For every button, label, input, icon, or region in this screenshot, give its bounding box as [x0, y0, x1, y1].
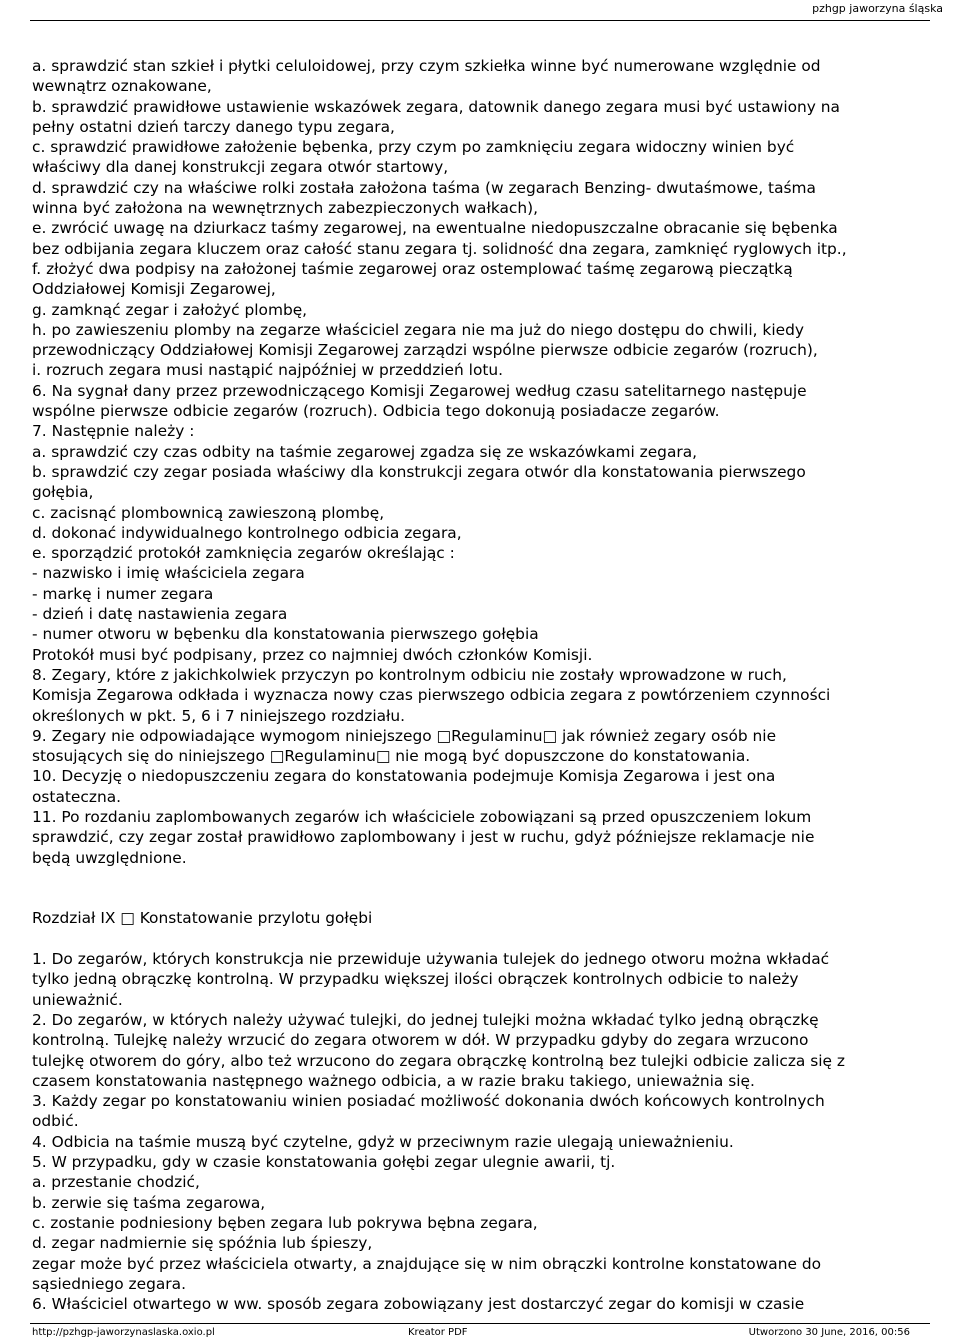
text-line: tulejkę otworem do góry, albo też wrzucono do zegara obrączkę kontrolną bez tulejki odbicie zalicza się z: [32, 1051, 845, 1070]
text-line: 4. Odbicia na taśmie muszą być czytelne, gdyż w przeciwnym razie ulegają unieważnieniu.: [32, 1132, 734, 1151]
text-line: 11. Po rozdaniu zaplombowanych zegarów ich właściciele zobowiązani są przed opuszczeniem lokum: [32, 807, 812, 826]
text-line: ostateczna.: [32, 787, 122, 806]
text-line: d. zegar nadmiernie się spóźnia lub śpieszy,: [32, 1234, 373, 1253]
text-line: i. rozruch zegara musi nastąpić najpóźniej w przeddzień lotu.: [32, 361, 504, 380]
footer-generator: Kreator PDF: [408, 1327, 468, 1338]
text-line: Oddziałowej Komisji Zegarowej,: [32, 280, 276, 299]
text-line: zegar może być przez właściciela otwarty, a znajdujące się w nim obrączki kontrolne konstatowane do: [32, 1254, 822, 1273]
blank-line: [32, 868, 938, 888]
text-line: winna być założona na wewnętrznych zabezpieczonych wałkach),: [32, 199, 539, 218]
text-line: będą uwzględnione.: [32, 848, 187, 867]
text-line: a. sprawdzić czy czas odbity na taśmie zegarowej zgadza się ze wskazówkami zegara,: [32, 442, 698, 461]
page-footer: [32, 1326, 910, 1339]
text-line: e. zwrócić uwagę na dziurkacz taśmy zegarowej, na ewentualne niedopuszczalne obracanie się bębenka: [32, 219, 838, 238]
text-line: c. sprawdzić prawidłowe założenie bębenka, przy czym po zamknięciu zegara widoczny winien być: [32, 138, 795, 157]
text-line: a. przestanie chodzić,: [32, 1173, 200, 1192]
text-line: - nazwisko i imię właściciela zegara: [32, 564, 305, 583]
text-line: właściwy dla danej konstrukcji zegara otwór startowy,: [32, 158, 449, 177]
text-line: d. dokonać indywidualnego kontrolnego odbicia zegara,: [32, 523, 462, 542]
text-line: Rozdział IX □ Konstatowanie przylotu gołębi: [32, 909, 373, 928]
text-line: Komisja Zegarowa odkłada i wyznacza nowy czas pierwszego odbicia zegara z powtórzeniem czynności: [32, 686, 831, 705]
text-line: a. sprawdzić stan szkieł i płytki celuloidowej, przy czym szkiełka winne być numerowane względnie od: [32, 57, 821, 75]
blank-line: [32, 929, 938, 949]
header-divider: [30, 20, 930, 21]
text-line: c. zacisnąć plombownicą zawieszoną plombę,: [32, 503, 385, 522]
footer-created-date: Utworzono 30 June, 2016, 00:56: [748, 1327, 910, 1338]
text-line: d. sprawdzić czy na właściwe rolki została założona taśma (w zegarach Benzing- dwutaśmowe, taśma: [32, 178, 816, 197]
page-header: pzhgp jaworzyna śląska: [812, 2, 943, 15]
text-line: sprawdzić, czy zegar został prawidłowo zaplombowany i jest w ruchu, gdyż późniejsze reklamacje nie: [32, 828, 815, 847]
text-line: 6. Na sygnał dany przez przewodniczącego Komisji Zegarowej według czasu satelitarnego następuje: [32, 381, 807, 400]
text-line: 5. W przypadku, gdy w czasie konstatowania gołębi zegar ulegnie awarii, tj.: [32, 1153, 616, 1172]
blank-line: [32, 888, 938, 908]
text-line: f. złożyć dwa podpisy na założonej taśmie zegarowej oraz ostemplować taśmę zegarową pieczątką: [32, 259, 793, 278]
text-line: wspólne pierwsze odbicie zegarów (rozruch). Odbicia tego dokonują posiadacze zegarów.: [32, 402, 720, 421]
text-line: wewnątrz oznakowane,: [32, 77, 212, 96]
footer-divider: [30, 1323, 930, 1324]
text-line: kontrolną. Tulejkę należy wrzucić do zegara otworem w dół. W przypadku gdyby do zegara wrzucono: [32, 1031, 809, 1050]
text-line: przewodniczący Oddziałowej Komisji Zegarowej zarządzi wspólne pierwsze odbicie zegarów (rozruch),: [32, 341, 818, 360]
text-line: - dzień i datę nastawienia zegara: [32, 605, 288, 624]
text-line: czasem konstatowania następnego ważnego odbicia, a w razie braku takiego, unieważnia się.: [32, 1071, 755, 1090]
text-line: stosujących się do niniejszego □Regulaminu□ nie mogą być dopuszczone do konstatowania.: [32, 747, 751, 766]
text-line: sąsiedniego zegara.: [32, 1274, 186, 1293]
text-line: - numer otworu w bębenku dla konstatowania pierwszego gołębia: [32, 625, 539, 644]
text-line: Protokół musi być podpisany, przez co najmniej dwóch członków Komisji.: [32, 645, 593, 664]
text-line: 8. Zegary, które z jakichkolwiek przyczyn po kontrolnym odbiciu nie zostały wprowadzone w ruch,: [32, 665, 787, 684]
text-line: 3. Każdy zegar po konstatowaniu winien posiadać możliwość dokonania dwóch końcowych kontrolnych: [32, 1092, 825, 1111]
text-line: b. sprawdzić prawidłowe ustawienie wskazówek zegara, datownik danego zegara musi być ustawiony na: [32, 97, 840, 116]
text-line: b. sprawdzić czy zegar posiada właściwy dla konstrukcji zegara otwór dla konstatowania pierwszego: [32, 462, 806, 481]
text-line: unieważnić.: [32, 990, 123, 1009]
text-line: pełny ostatni dzień tarczy danego typu zegara,: [32, 117, 395, 136]
text-line: odbić.: [32, 1112, 79, 1131]
text-line: b. zerwie się taśma zegarowa,: [32, 1193, 266, 1212]
text-line: h. po zawieszeniu plomby na zegarze właściciel zegara nie ma już do niego dostępu do chwili, kiedy: [32, 320, 804, 339]
text-line: 10. Decyzję o niedopuszczeniu zegara do konstatowania podejmuje Komisja Zegarowa i jest ona: [32, 767, 776, 786]
text-line: gołębia,: [32, 483, 94, 502]
text-line: g. zamknąć zegar i założyć plombę,: [32, 300, 308, 319]
text-line: 9. Zegary nie odpowiadające wymogom niniejszego □Regulaminu□ jak również zegary osób nie: [32, 726, 777, 745]
text-line: bez odbijania zegara kluczem oraz całość stanu zegara tj. solidność dna zegara, zamknięć ryglowych itp.,: [32, 239, 847, 258]
text-line: tylko jedną obrączkę kontrolną. W przypadku większej ilości obrączek kontrolnych odbicie to należy: [32, 970, 799, 989]
text-line: 6. Właściciel otwartego w ww. sposób zegara zobowiązany jest dostarczyć zegar do komisji w czasie: [32, 1295, 805, 1314]
text-line: c. zostanie podniesiony bęben zegara lub pokrywa bębna zegara,: [32, 1213, 538, 1232]
text-line: 7. Następnie należy :: [32, 422, 195, 441]
text-line: określonych w pkt. 5, 6 i 7 niniejszego rozdziału.: [32, 706, 406, 725]
text-line: - markę i numer zegara: [32, 584, 214, 603]
text-line: 1. Do zegarów, których konstrukcja nie przewiduje używania tulejek do jednego otworu można wkładać: [32, 950, 830, 969]
footer-url-link[interactable]: http://pzhgp-jaworzynaslaska.oxio.pl: [32, 1327, 215, 1338]
document-body: [32, 56, 938, 1314]
text-line: e. sporządzić protokół zamknięcia zegarów określając :: [32, 544, 455, 563]
text-line: 2. Do zegarów, w których należy używać tulejki, do jednej tulejki można wkładać tylko jedną obrączkę: [32, 1010, 819, 1029]
